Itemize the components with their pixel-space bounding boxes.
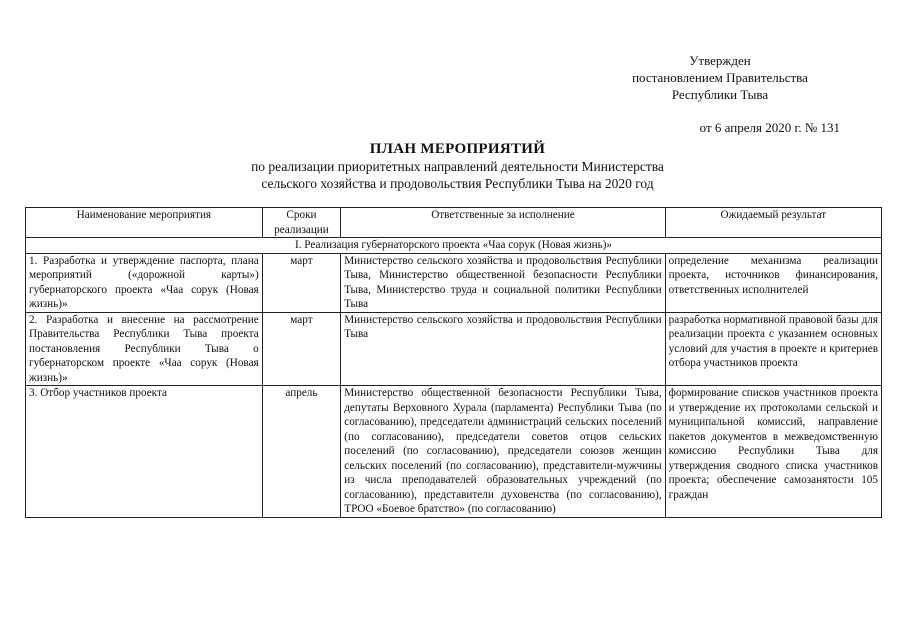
section-row (26, 238, 882, 254)
header-name: Наименование мероприятия (26, 208, 263, 238)
approval-line-2: постановлением Правительства (632, 70, 808, 85)
subtitle-line-1: по реализации приоритетных направлений деятельности Министерства (251, 159, 664, 174)
row-result: формирование списков участников проекта и утверждение их протоколами сельской и муниципальной комиссий, направление пакетов документов в межведомственную комиссию Республики Тыва для утверждения сводного списка участников проекта; обеспечение самозанятости 105 граждан (665, 386, 881, 518)
row-responsible: Министерство общественной безопасности Республики Тыва, депутаты Верховного Хурала (парламента) Республики Тыва (по согласованию), председатели администраций сельских поселений (по согласованию), председатели советов отцов сельских поселений (по согласованию), председатели союзов женщин сельских поселений (по согласованию), представители-мужчины из числа преподавателей образовательных учреждений (по согласованию), представители духовенства (по согласованию), ТРОО «Боевое братство» (по согласованию) (341, 386, 665, 518)
row-name: 1. Разработка и утверждение паспорта, плана мероприятий («дорожной карты») губернаторского проекта «Чаа сорук (Новая жизнь)» (26, 253, 263, 312)
row-result: разработка нормативной правовой базы для реализации проекта с указанием основных условий для участия в проекте и критериев отбора участников проекта (665, 312, 881, 386)
approval-line-1: Утвержден (689, 53, 751, 68)
header-term: Сроки реализации (262, 208, 341, 238)
approval-date: от 6 апреля 2020 г. № 131 (699, 120, 840, 135)
row-term: март (262, 312, 341, 386)
row-term: апрель (262, 386, 341, 518)
table-row (26, 312, 882, 386)
row-term: март (262, 253, 341, 312)
title-block (150, 140, 765, 192)
approval-line-3: Республики Тыва (671, 87, 769, 102)
plan-table (25, 207, 882, 518)
row-result: определение механизма реализации проекта, источников финансирования, ответственных исполнителей (665, 253, 881, 312)
approval-stamp (600, 52, 840, 103)
row-responsible: Министерство сельского хозяйства и продовольствия Республики Тыва (341, 312, 665, 386)
row-name: 3. Отбор участников проекта (26, 386, 263, 518)
document-subtitle (150, 158, 765, 192)
row-name: 2. Разработка и внесение на рассмотрение Правительства Республики Тыва проекта постановления Республики Тыва о губернаторском проекте «Чаа сорук (Новая жизнь)» (26, 312, 263, 386)
document-title: ПЛАН МЕРОПРИЯТИЙ (369, 141, 546, 157)
section-title: I. Реализация губернаторского проекта «Чаа сорук (Новая жизнь)» (26, 238, 882, 254)
header-responsible: Ответственные за исполнение (341, 208, 665, 238)
subtitle-line-2: сельского хозяйства и продовольствия Республики Тыва на 2020 год (261, 176, 654, 191)
table-header-row (26, 208, 882, 238)
header-result: Ожидаемый результат (665, 208, 881, 238)
table-row (26, 386, 882, 518)
table-row (26, 253, 882, 312)
row-responsible: Министерство сельского хозяйства и продовольствия Республики Тыва, Министерство общественной безопасности Республики Тыва, Министерство труда и социальной политики Республики Тыва (341, 253, 665, 312)
